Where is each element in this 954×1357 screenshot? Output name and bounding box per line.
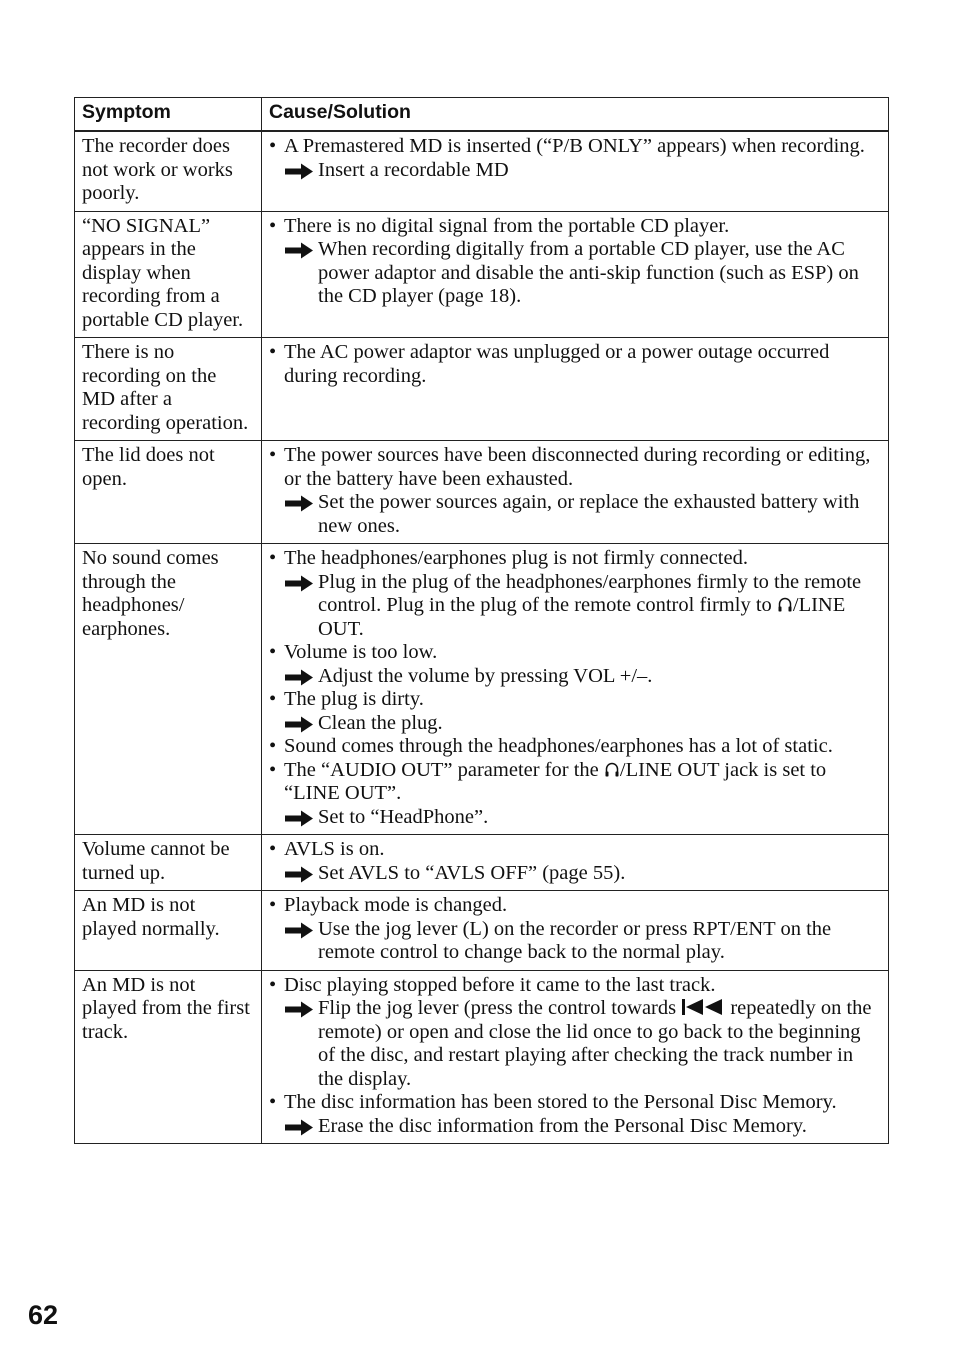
cause-cell [262,891,889,971]
symptom-column-header: Symptom [75,98,262,132]
table-row [75,891,889,971]
previous-track-icon [681,998,725,1016]
cause-text: The headphones/earphones plug is not firmly connected. [284,547,748,569]
symptom-cell: No sound comes through the headphones/ earphones. [75,544,262,835]
solution-text: When recording digitally from a portable CD player, use the AC power adaptor and disable the anti-skip function (such as ESP) on the CD player (page 18). [318,238,859,307]
solution-text: Adjust the volume by pressing VOL +/–. [318,664,653,687]
cause-cell [262,338,889,441]
solution-item [269,862,881,886]
arrow-right-icon [284,810,314,827]
table-body [75,131,889,1144]
table-row [75,441,889,544]
solution-item [269,238,881,309]
bullet-glyph: • [269,341,277,363]
troubleshooting-table [74,97,889,1144]
solution-text: Set AVLS to “AVLS OFF” (page 55). [318,861,626,884]
arrow-right-icon [284,242,314,259]
bullet-glyph: • [269,444,277,466]
arrow-right-icon [284,1001,314,1018]
bullet-glyph: • [269,214,277,237]
symptom-cell: Volume cannot be turned up. [75,835,262,891]
cause-item [269,341,881,388]
solution-text: Use the jog lever (L) on the recorder or press RPT/ENT on the remote control to change back to the normal play. [318,917,832,963]
symptom-cell: An MD is not played from the first track. [75,970,262,1144]
solution-text: Flip the jog lever (press the control towards [318,997,677,1019]
solution-item [269,1115,881,1139]
bullet-glyph: • [269,894,277,916]
arrow-right-icon [284,495,314,512]
cause-item [269,215,881,239]
cause-item [269,735,881,759]
solution-text-tail: repeatedly on the remote) or open and close the lid once to go back to the beginning of the disc, and restart playing after checking the track number in the display. [318,997,872,1090]
solution-text-tail: /LINE OUT. [318,594,846,640]
cause-text: The plug is dirty. [284,688,424,710]
cause-item [269,135,881,159]
cause-cell [262,970,889,1144]
solution-item [269,491,881,538]
bullet-glyph: • [269,1091,277,1113]
arrow-right-icon [284,716,314,733]
solution-item [269,712,881,736]
solution-item [269,997,881,1091]
cause-text: Playback mode is changed. [284,894,508,916]
cause-column-header: Cause/Solution [262,98,889,132]
solution-item [269,806,881,830]
bullet-glyph: • [269,688,277,710]
cause-text: The power sources have been disconnected during recording or editing, or the battery have been exhausted. [284,444,871,490]
table-row [75,211,889,338]
cause-text: Disc playing stopped before it came to the last track. [284,973,716,996]
bullet-glyph: • [269,735,277,757]
cause-text: AVLS is on. [284,838,385,860]
cause-cell [262,544,889,835]
solution-item [269,571,881,642]
arrow-right-icon [284,922,314,939]
bullet-glyph: • [269,973,277,996]
table-row [75,544,889,835]
cause-item [269,444,881,491]
cause-item [269,688,881,712]
arrow-right-icon [284,575,314,592]
solution-text: Set the power sources again, or replace the exhausted battery with new ones. [318,491,860,537]
bullet-glyph: • [269,547,277,569]
cause-text: The disc information has been stored to the Personal Disc Memory. [284,1091,837,1113]
page-number: 62 [28,1300,59,1330]
cause-item [269,641,881,665]
table-row [75,338,889,441]
solution-text: Set to “HeadPhone”. [318,805,489,828]
cause-cell [262,441,889,544]
arrow-right-icon [284,669,314,686]
symptom-cell: The lid does not open. [75,441,262,544]
table-row [75,131,889,211]
arrow-right-icon [284,866,314,883]
solution-item [269,159,881,183]
cause-item [269,838,881,862]
cause-item [269,974,881,998]
symptom-cell: An MD is not played normally. [75,891,262,971]
cause-text: Volume is too low. [284,641,438,663]
cause-text: A Premastered MD is inserted (“P/B ONLY” appears) when recording. [284,135,865,157]
cause-text: The “AUDIO OUT” parameter for the [284,758,599,781]
solution-text: Clean the plug. [318,711,443,734]
solution-text: Erase the disc information from the Personal Disc Memory. [318,1114,807,1137]
bullet-glyph: • [269,838,277,860]
bullet-glyph: • [269,758,277,781]
arrow-right-icon [284,1119,314,1136]
table-row [75,970,889,1144]
cause-item [269,894,881,918]
bullet-glyph: • [269,641,277,663]
cause-text: The AC power adaptor was unplugged or a power outage occurred during recording. [284,341,830,387]
cause-text: There is no digital signal from the portable CD player. [284,214,730,237]
cause-text-tail: /LINE OUT jack is set to “LINE OUT”. [284,758,827,804]
headphones-icon [604,760,620,778]
cause-item [269,759,881,806]
cause-cell [262,835,889,891]
cause-text: Sound comes through the headphones/earphones has a lot of static. [284,735,833,757]
cause-cell [262,211,889,338]
cause-item [269,547,881,571]
cause-item [269,1091,881,1115]
table-header-row [75,98,889,132]
headphones-icon [777,595,793,613]
table-row [75,835,889,891]
solution-item [269,665,881,689]
symptom-cell: “NO SIGNAL” appears in the display when recording from a portable CD player. [75,211,262,338]
solution-text: Plug in the plug of the headphones/earphones firmly to the remote control. Plug in the plug of the remote control firmly to [318,570,862,616]
symptom-cell: The recorder does not work or works poorly. [75,131,262,211]
symptom-cell: There is no recording on the MD after a recording operation. [75,338,262,441]
cause-cell [262,131,889,211]
arrow-right-icon [284,163,314,180]
solution-item [269,918,881,965]
solution-text: Insert a recordable MD [318,158,509,181]
bullet-glyph: • [269,135,277,157]
